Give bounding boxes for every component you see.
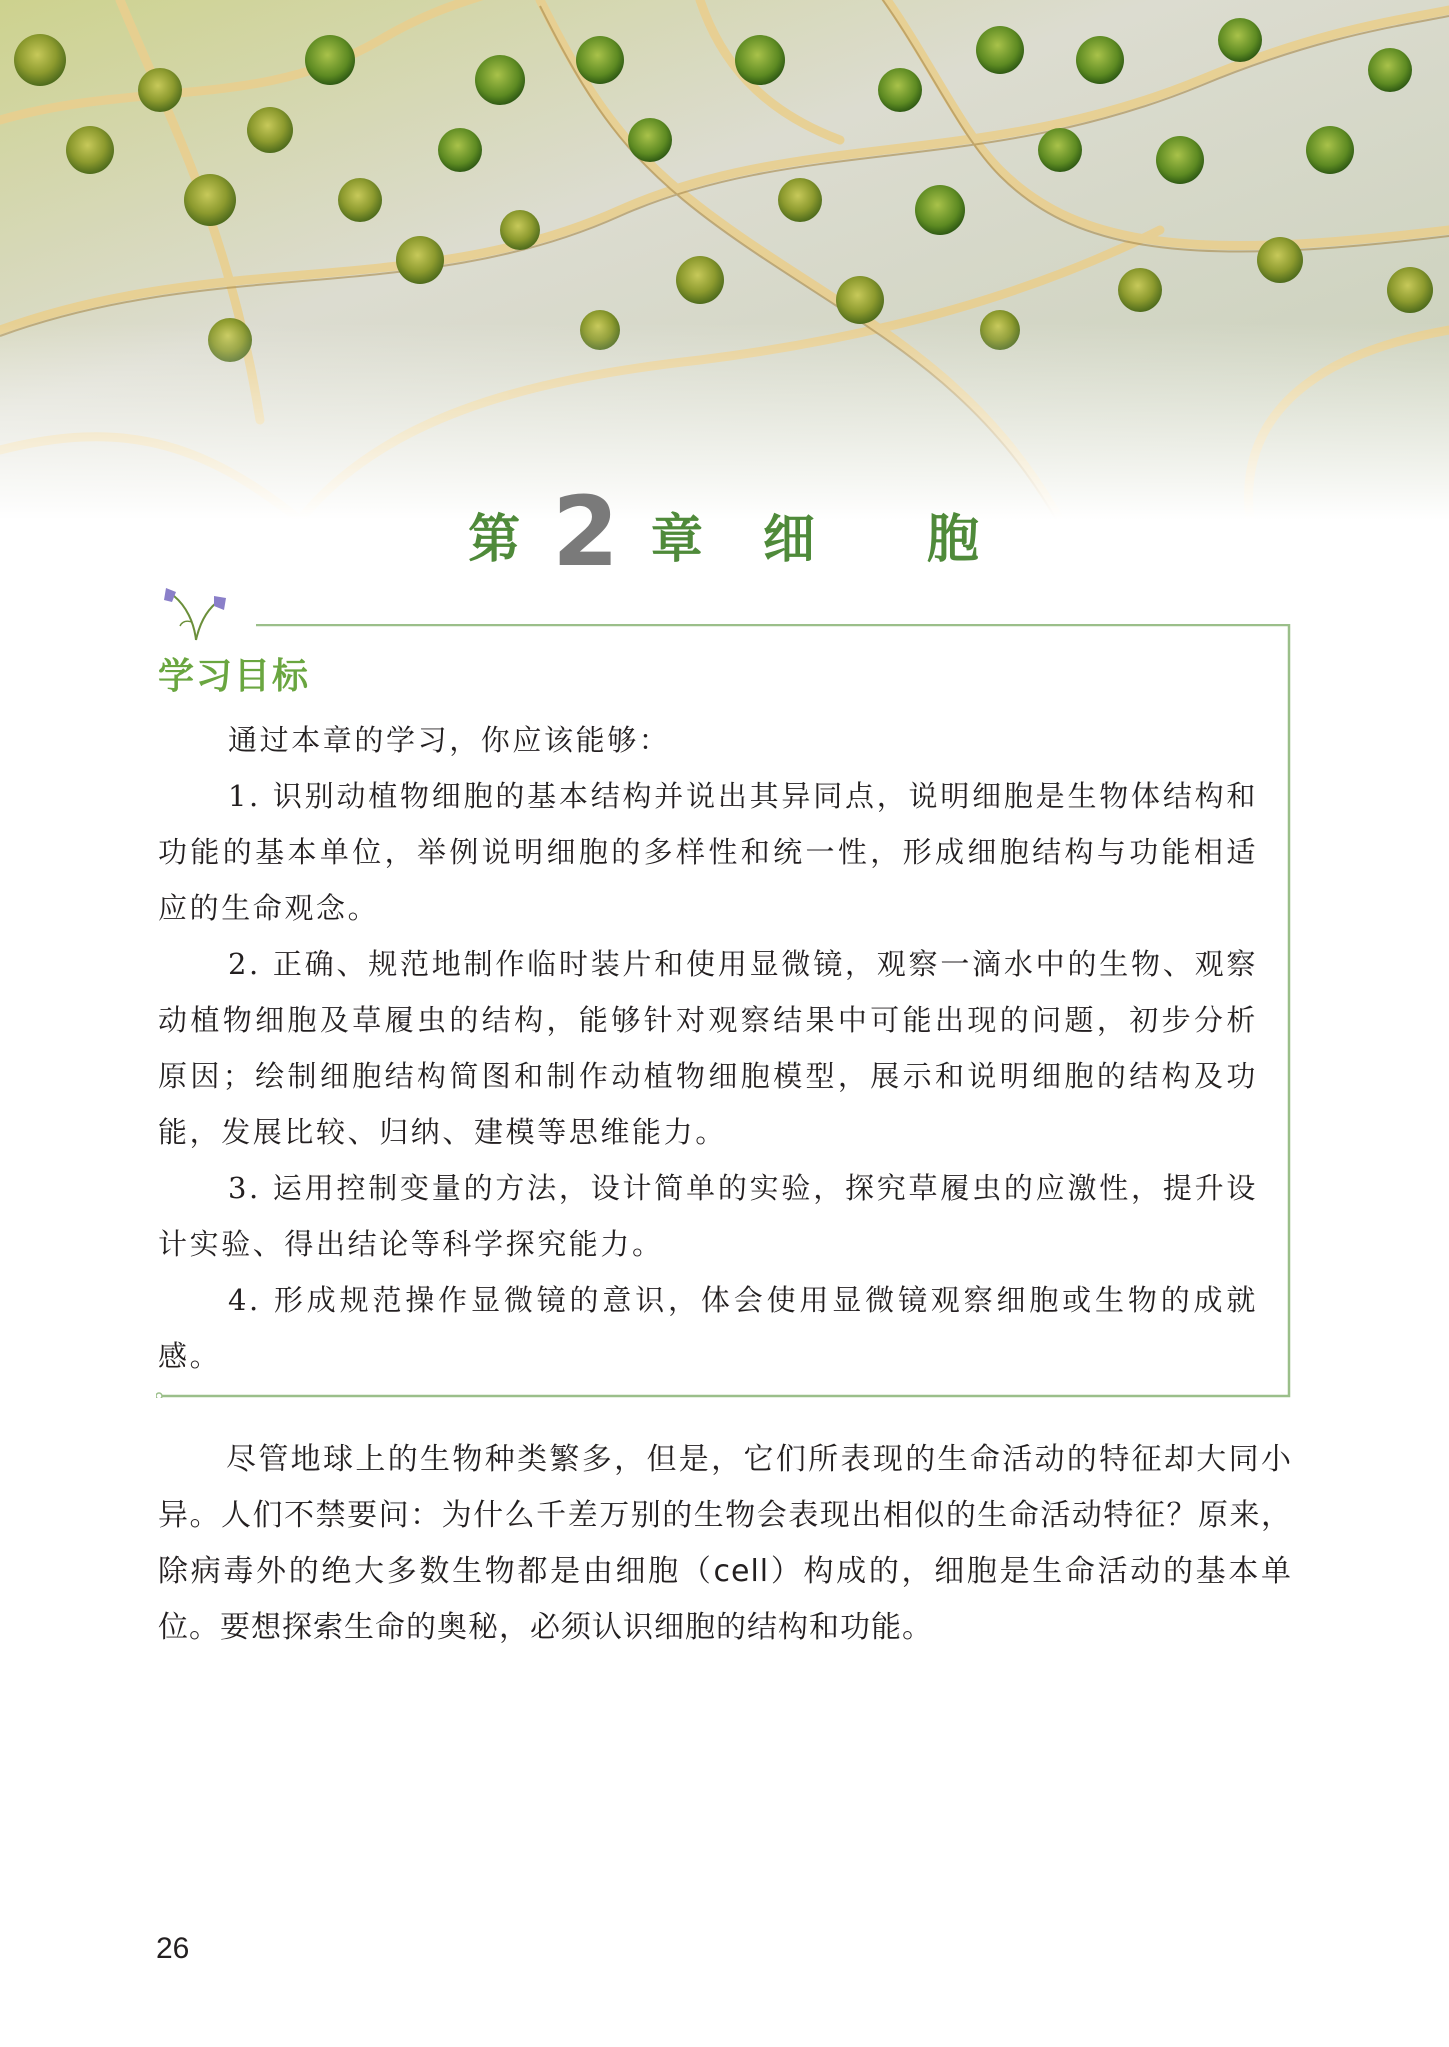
chapter-prefix: 第 bbox=[468, 510, 523, 570]
goal-item-3: 3. 运用控制变量的方法，设计简单的实验，探究草履虫的应激性，提升设计实验、得出结论等科学探究能力。 bbox=[158, 1171, 1258, 1261]
chapter-title-char-2: 胞 bbox=[926, 510, 981, 570]
chapter-title bbox=[0, 468, 1449, 588]
page-number: 26 bbox=[156, 1932, 190, 1965]
body-text bbox=[158, 1432, 1292, 1656]
goals-intro: 通过本章的学习，你应该能够： bbox=[228, 723, 671, 757]
goal-item-2: 2. 正确、规范地制作临时装片和使用显微镜，观察一滴水中的生物、观察动植物细胞及草履虫的结构，能够针对观察结果中可能出现的问题，初步分析原因；绘制细胞结构简图和制作动植物细胞模型，展示和说明细胞的结构及功能，发展比较、归纳、建模等思维能力。 bbox=[158, 947, 1258, 1149]
chapter-title-char-1: 细 bbox=[762, 510, 817, 570]
goal-item-4: 4. 形成规范操作显微镜的意识，体会使用显微镜观察细胞或生物的成就感。 bbox=[158, 1283, 1258, 1373]
chapter-number: 2 bbox=[552, 476, 621, 588]
goals-heading: 学习目标 bbox=[158, 656, 311, 697]
cell-micrograph-image bbox=[0, 0, 1449, 520]
goals-list bbox=[158, 712, 1258, 1384]
body-paragraph: 尽管地球上的生物种类繁多，但是，它们所表现的生命活动的特征却大同小异。人们不禁要问：为什么千差万别的生物会表现出相似的生命活动特征？原来，除病毒外的绝大多数生物都是由细胞（cell）构成的，细胞是生命活动的基本单位。要想探索生命的奥秘，必须认识细胞的结构和功能。 bbox=[158, 1442, 1292, 1645]
banner-micrograph bbox=[0, 0, 1449, 520]
goal-item-1: 1. 识别动植物细胞的基本结构并说出其异同点，说明细胞是生物体结构和功能的基本单位，举例说明细胞的多样性和统一性，形成细胞结构与功能相适应的生命观念。 bbox=[158, 779, 1258, 925]
chapter-suffix: 章 bbox=[650, 510, 705, 570]
